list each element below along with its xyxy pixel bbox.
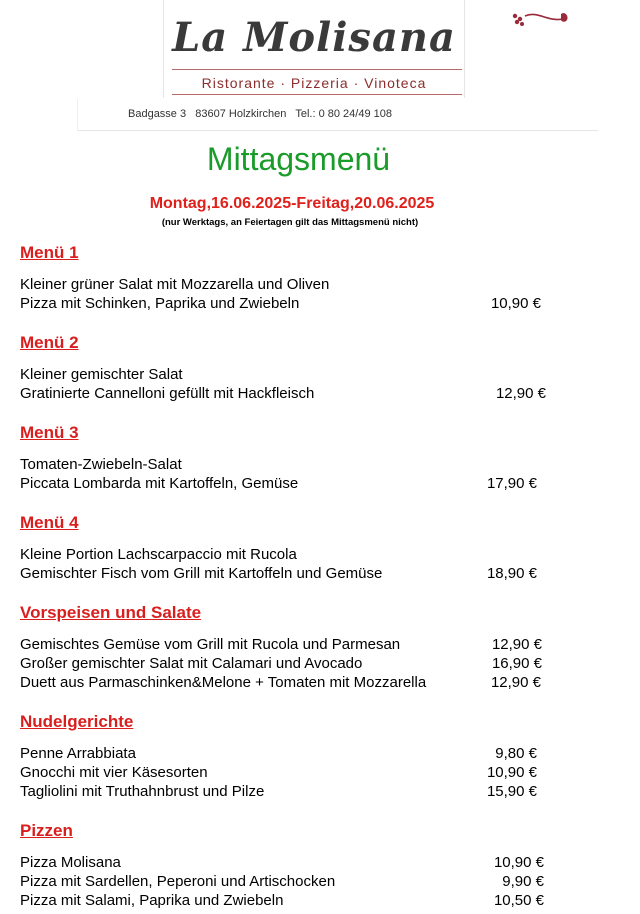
section-heading-vorspeisen: Vorspeisen und Salate [20, 603, 202, 622]
menu-item-price: 10,90 € [486, 764, 537, 781]
section-heading-nudelgerichte: Nudelgerichte [20, 712, 134, 731]
menu-item-price: 18,90 € [486, 565, 537, 582]
menu-item-price: 15,90 € [486, 783, 537, 800]
menu-item-price: 9,80 € [495, 745, 537, 762]
logo-divider-bottom [172, 94, 462, 95]
menu-item-price: 10,50 € [493, 892, 544, 909]
menu-item: Gratinierte Cannelloni gefüllt mit Hackfleisch [20, 385, 315, 402]
menu-item-price: 10,90 € [490, 295, 541, 312]
menu-item: Großer gemischter Salat mit Calamari und Avocado [20, 655, 363, 672]
menu-item-price: 12,90 € [491, 636, 542, 653]
section-heading-menu-1: Menü 1 [20, 243, 79, 262]
grape-vine-icon [509, 10, 579, 32]
menu-item: Gnocchi mit vier Käsesorten [20, 764, 208, 781]
section-heading-menu-2: Menü 2 [20, 333, 79, 352]
menu-item: Penne Arrabbiata [20, 745, 136, 762]
menu-item: Pizza mit Schinken, Paprika und Zwiebeln [20, 295, 300, 312]
section-heading-menu-3: Menü 3 [20, 423, 79, 442]
logo-subtitle: Ristorante · Pizzeria · Vinoteca [201, 75, 427, 91]
date-range: Montag,16.06.2025-Freitag,20.06.2025 [149, 195, 435, 212]
menu-item: Pizza mit Salami, Paprika und Zwiebeln [20, 892, 284, 909]
menu-item: Tomaten-Zwiebeln-Salat [20, 456, 182, 473]
logo [163, 0, 465, 98]
section-heading-menu-4: Menü 4 [20, 513, 79, 532]
menu-item: Kleiner gemischter Salat [20, 366, 183, 383]
menu-item: Pizza mit Sardellen, Peperoni und Artischocken [20, 873, 336, 890]
menu-item: Piccata Lombarda mit Kartoffeln, Gemüse [20, 475, 299, 492]
menu-item: Duett aus Parmaschinken&Melone + Tomaten mit Mozzarella [20, 674, 427, 691]
menu-item-price: 16,90 € [491, 655, 542, 672]
menu-item-price: 10,90 € [493, 854, 544, 871]
menu-item: Kleine Portion Lachscarpaccio mit Rucola [20, 546, 297, 563]
menu-item: Gemischter Fisch vom Grill mit Kartoffeln und Gemüse [20, 565, 383, 582]
menu-item: Pizza Molisana [20, 854, 121, 871]
section-heading-pizzen: Pizzen [20, 821, 73, 840]
logo-divider [172, 69, 462, 70]
menu-item-price: 17,90 € [486, 475, 537, 492]
page-title: Mittagsmenü [206, 141, 391, 177]
menu-item-price: 12,90 € [495, 385, 546, 402]
menu-item: Kleiner grüner Salat mit Mozzarella und Oliven [20, 276, 330, 293]
menu-item: Tagliolini mit Truthahnbrust und Pilze [20, 783, 265, 800]
address: Badgasse 3 83607 Holzkirchen Tel.: 0 80 24/49 108 [128, 108, 392, 120]
menu-item: Gemischtes Gemüse vom Grill mit Rucola und Parmesan [20, 636, 401, 653]
menu-item-price: 12,90 € [490, 674, 541, 691]
note: (nur Werktags, an Feiertagen gilt das Mittagsmenü nicht) [161, 217, 419, 228]
logo-title: La Molisana [172, 14, 456, 61]
menu-item-price: 9,90 € [502, 873, 544, 890]
